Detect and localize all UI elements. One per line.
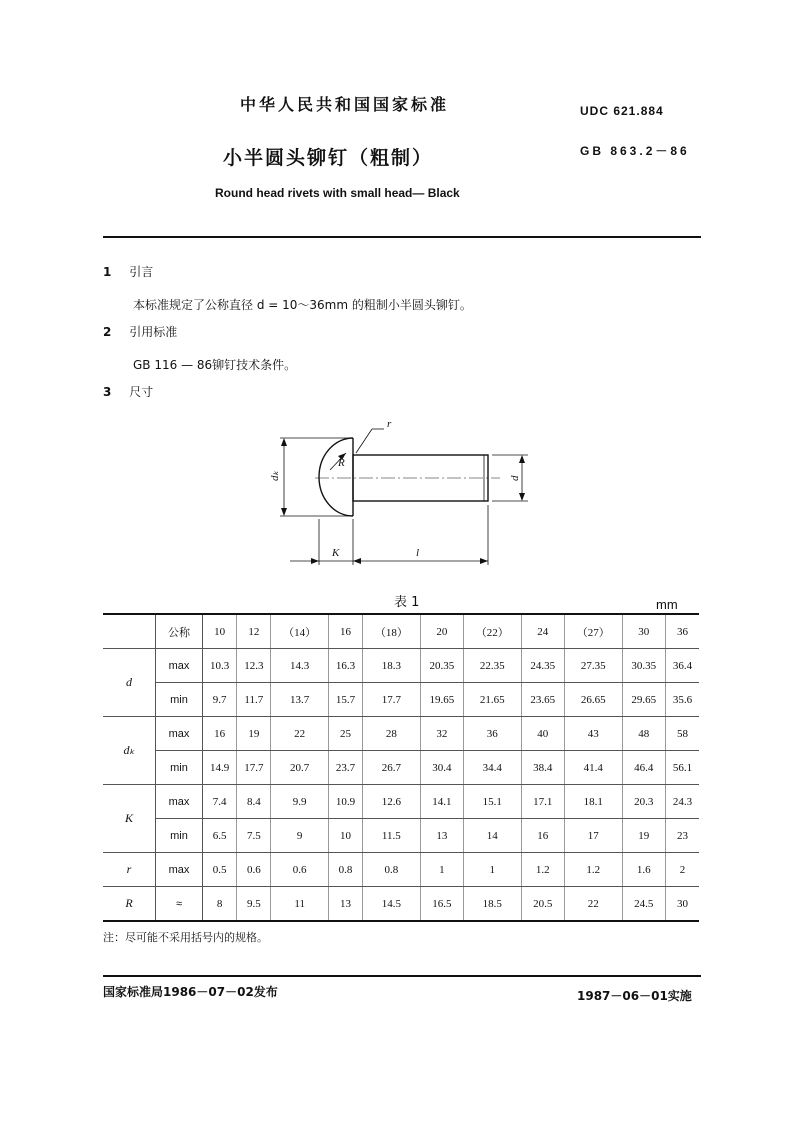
value-cell: 22 xyxy=(271,717,328,751)
dimension-symbol: r xyxy=(103,853,156,887)
table-row xyxy=(103,887,699,922)
document-title-cn: 小半圆头铆钉（粗制） xyxy=(223,147,434,169)
dimensions-table xyxy=(103,613,699,922)
value-cell: 25 xyxy=(328,717,362,751)
section-2-text: GB 116 — 86铆钉技术条件。 xyxy=(133,358,297,372)
nominal-size-cell: （22） xyxy=(464,614,521,649)
value-cell: 14.3 xyxy=(271,649,328,683)
label-l: l xyxy=(416,547,420,559)
value-cell: 29.65 xyxy=(622,683,666,717)
dimension-symbol: K xyxy=(103,785,156,853)
r-leader xyxy=(356,429,372,453)
value-cell: 24.5 xyxy=(622,887,666,922)
value-cell: 16 xyxy=(203,717,237,751)
value-cell: 0.8 xyxy=(363,853,420,887)
value-cell: 17.1 xyxy=(521,785,565,819)
arrow-head xyxy=(281,508,287,516)
arrow-head xyxy=(281,438,287,446)
value-cell: 24.3 xyxy=(666,785,699,819)
value-cell: 36 xyxy=(464,717,521,751)
value-cell: 46.4 xyxy=(622,751,666,785)
header-symbol-cell xyxy=(103,614,156,649)
label-R: R xyxy=(338,457,345,469)
value-cell: 22 xyxy=(565,887,622,922)
value-cell: 9.9 xyxy=(271,785,328,819)
value-cell: 13.7 xyxy=(271,683,328,717)
value-cell: 16.3 xyxy=(328,649,362,683)
value-cell: 11 xyxy=(271,887,328,922)
arrow-head xyxy=(311,558,319,564)
value-cell: 9.7 xyxy=(203,683,237,717)
limit-label: min xyxy=(156,683,203,717)
value-cell: 8 xyxy=(203,887,237,922)
value-cell: 10.3 xyxy=(203,649,237,683)
limit-label: max xyxy=(156,717,203,751)
section-1-heading xyxy=(103,263,153,280)
value-cell: 9 xyxy=(271,819,328,853)
value-cell: 30 xyxy=(666,887,699,922)
table-row xyxy=(103,751,699,785)
section-2-heading xyxy=(103,323,177,340)
value-cell: 19 xyxy=(622,819,666,853)
table-unit: mm xyxy=(656,597,678,612)
value-cell: 35.6 xyxy=(666,683,699,717)
value-cell: 11.7 xyxy=(237,683,271,717)
value-cell: 30.4 xyxy=(420,751,464,785)
label-K: K xyxy=(332,547,340,559)
section-title: 引用标准 xyxy=(129,325,178,339)
value-cell: 13 xyxy=(328,887,362,922)
value-cell: 18.3 xyxy=(363,649,420,683)
value-cell: 10.9 xyxy=(328,785,362,819)
value-cell: 26.7 xyxy=(363,751,420,785)
value-cell: 0.8 xyxy=(328,853,362,887)
nominal-size-cell: 24 xyxy=(521,614,565,649)
value-cell: 23.65 xyxy=(521,683,565,717)
label-d: d xyxy=(509,475,521,481)
value-cell: 7.4 xyxy=(203,785,237,819)
table-caption: 表 1 xyxy=(394,595,420,610)
value-cell: 18.5 xyxy=(464,887,521,922)
value-cell: 17 xyxy=(565,819,622,853)
value-cell: 16 xyxy=(521,819,565,853)
nominal-size-cell: 20 xyxy=(420,614,464,649)
dimension-symbol: dₖ xyxy=(103,717,156,785)
nominal-size-cell: （18） xyxy=(363,614,420,649)
label-dk: dₖ xyxy=(269,470,281,481)
limit-label: min xyxy=(156,819,203,853)
limit-label: max xyxy=(156,853,203,887)
value-cell: 1.2 xyxy=(565,853,622,887)
arrow-head xyxy=(480,558,488,564)
arrow-head xyxy=(519,493,525,501)
value-cell: 1 xyxy=(464,853,521,887)
value-cell: 38.4 xyxy=(521,751,565,785)
value-cell: 23.7 xyxy=(328,751,362,785)
section-1-text: 本标准规定了公称直径 d = 10～36mm 的粗制小半圆头铆钉。 xyxy=(133,298,472,312)
arrow-head xyxy=(519,455,525,463)
limit-label: max xyxy=(156,785,203,819)
value-cell: 43 xyxy=(565,717,622,751)
value-cell: 26.65 xyxy=(565,683,622,717)
table-header-row xyxy=(103,614,699,649)
limit-label: ≈ xyxy=(156,887,203,922)
value-cell: 32 xyxy=(420,717,464,751)
nominal-size-cell: 16 xyxy=(328,614,362,649)
value-cell: 15.7 xyxy=(328,683,362,717)
nominal-size-cell: 36 xyxy=(666,614,699,649)
section-title: 尺寸 xyxy=(129,385,154,399)
value-cell: 23 xyxy=(666,819,699,853)
table-row xyxy=(103,649,699,683)
nominal-size-cell: （27） xyxy=(565,614,622,649)
value-cell: 56.1 xyxy=(666,751,699,785)
limit-label: min xyxy=(156,751,203,785)
section-number: 2 xyxy=(103,325,112,339)
standard-number: GB 863.2－86 xyxy=(580,144,690,158)
value-cell: 17.7 xyxy=(237,751,271,785)
value-cell: 41.4 xyxy=(565,751,622,785)
value-cell: 1.2 xyxy=(521,853,565,887)
value-cell: 2 xyxy=(666,853,699,887)
nominal-size-cell: 10 xyxy=(203,614,237,649)
issuing-country-heading: 中华人民共和国国家标准 xyxy=(240,95,450,114)
table-note: 注：尽可能不采用括号内的规格。 xyxy=(103,931,268,944)
nominal-size-cell: 12 xyxy=(237,614,271,649)
rivet-drawing xyxy=(260,415,540,575)
value-cell: 40 xyxy=(521,717,565,751)
footer-divider xyxy=(103,975,701,977)
value-cell: 58 xyxy=(666,717,699,751)
value-cell: 7.5 xyxy=(237,819,271,853)
dimension-symbol: d xyxy=(103,649,156,717)
value-cell: 1 xyxy=(420,853,464,887)
value-cell: 15.1 xyxy=(464,785,521,819)
value-cell: 34.4 xyxy=(464,751,521,785)
value-cell: 1.6 xyxy=(622,853,666,887)
table-row xyxy=(103,853,699,887)
value-cell: 8.4 xyxy=(237,785,271,819)
value-cell: 22.35 xyxy=(464,649,521,683)
value-cell: 19 xyxy=(237,717,271,751)
value-cell: 20.35 xyxy=(420,649,464,683)
value-cell: 14.5 xyxy=(363,887,420,922)
value-cell: 0.6 xyxy=(237,853,271,887)
section-number: 1 xyxy=(103,265,112,279)
value-cell: 12.6 xyxy=(363,785,420,819)
limit-label: max xyxy=(156,649,203,683)
value-cell: 0.6 xyxy=(271,853,328,887)
value-cell: 13 xyxy=(420,819,464,853)
table-row xyxy=(103,819,699,853)
nominal-size-cell: 30 xyxy=(622,614,666,649)
value-cell: 28 xyxy=(363,717,420,751)
value-cell: 0.5 xyxy=(203,853,237,887)
value-cell: 12.3 xyxy=(237,649,271,683)
value-cell: 48 xyxy=(622,717,666,751)
value-cell: 9.5 xyxy=(237,887,271,922)
section-number: 3 xyxy=(103,385,112,399)
issue-date: 国家标准局1986－07－02发布 xyxy=(103,985,278,999)
value-cell: 17.7 xyxy=(363,683,420,717)
value-cell: 36.4 xyxy=(666,649,699,683)
effective-date: 1987－06－01实施 xyxy=(577,989,692,1003)
arrow-head xyxy=(353,558,361,564)
section-3-heading xyxy=(103,383,153,400)
value-cell: 16.5 xyxy=(420,887,464,922)
value-cell: 14.1 xyxy=(420,785,464,819)
table-row xyxy=(103,717,699,751)
value-cell: 30.35 xyxy=(622,649,666,683)
value-cell: 11.5 xyxy=(363,819,420,853)
value-cell: 14 xyxy=(464,819,521,853)
value-cell: 20.3 xyxy=(622,785,666,819)
table-row xyxy=(103,683,699,717)
value-cell: 10 xyxy=(328,819,362,853)
value-cell: 18.1 xyxy=(565,785,622,819)
value-cell: 19.65 xyxy=(420,683,464,717)
value-cell: 14.9 xyxy=(203,751,237,785)
value-cell: 20.5 xyxy=(521,887,565,922)
udc-number: UDC 621.884 xyxy=(580,104,664,118)
table-row xyxy=(103,785,699,819)
value-cell: 21.65 xyxy=(464,683,521,717)
label-r: r xyxy=(387,418,392,430)
nominal-size-cell: （14） xyxy=(271,614,328,649)
dimension-symbol: R xyxy=(103,887,156,922)
header-divider xyxy=(103,236,701,238)
document-title-en: Round head rivets with small head— Black xyxy=(215,186,460,200)
value-cell: 24.35 xyxy=(521,649,565,683)
value-cell: 27.35 xyxy=(565,649,622,683)
rivet-head-outline xyxy=(319,438,353,516)
value-cell: 20.7 xyxy=(271,751,328,785)
value-cell: 6.5 xyxy=(203,819,237,853)
section-title: 引言 xyxy=(129,265,154,279)
header-nominal-label: 公称 xyxy=(156,614,203,649)
